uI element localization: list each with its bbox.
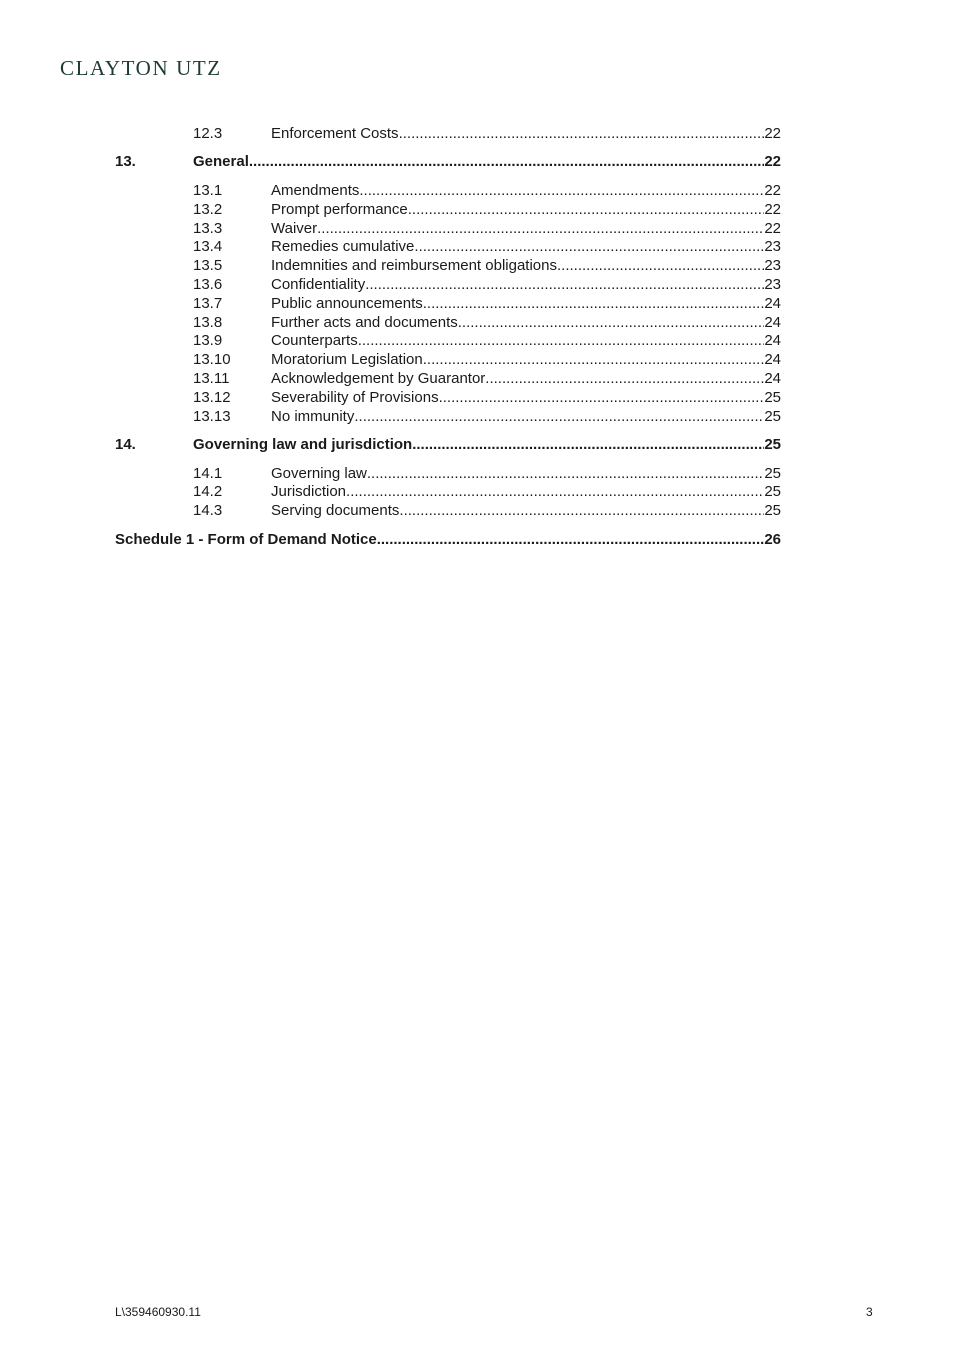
toc-entry-title: Prompt performance <box>271 200 408 218</box>
toc-entry-number: 13.10 <box>193 351 231 369</box>
toc-entry-page: 25 <box>764 464 781 482</box>
toc-entry[interactable] <box>115 370 781 389</box>
toc-entry[interactable] <box>115 483 781 502</box>
toc-entry-title: Indemnities and reimbursement obligations <box>271 257 557 275</box>
dot-leader <box>399 125 765 144</box>
toc-entry-title: Moratorium Legislation <box>271 351 423 369</box>
dot-leader <box>367 465 764 484</box>
toc-entry-number: 13.13 <box>193 407 231 425</box>
dot-leader <box>458 314 765 333</box>
toc-entry[interactable] <box>115 276 781 295</box>
dot-leader <box>423 295 765 314</box>
dot-leader <box>423 351 765 370</box>
toc-entry-page: 24 <box>764 369 781 387</box>
toc-entry-page: 22 <box>764 181 781 199</box>
dot-leader <box>354 408 764 427</box>
toc-entry-title: Public announcements <box>271 294 423 312</box>
toc-entry-number: 14.1 <box>193 464 223 482</box>
toc-entry-page: 25 <box>764 483 781 501</box>
toc-entry[interactable] <box>115 153 781 172</box>
toc-entry-page: 24 <box>764 332 781 350</box>
toc-entry[interactable] <box>115 220 781 239</box>
toc-entry-number: 13.12 <box>193 388 231 406</box>
toc-entry[interactable] <box>115 389 781 408</box>
dot-leader <box>408 201 765 220</box>
toc-entry[interactable] <box>115 201 781 220</box>
toc-entry[interactable] <box>115 332 781 351</box>
toc-entry-title: Further acts and documents <box>271 313 458 331</box>
toc-entry-title: Schedule 1 - Form of Demand Notice <box>115 530 377 548</box>
toc-entry-page: 23 <box>764 275 781 293</box>
toc-entry-number: 13.4 <box>193 238 223 256</box>
toc-entry[interactable] <box>115 436 781 455</box>
toc-entry[interactable] <box>115 314 781 333</box>
toc-entry-page: 22 <box>764 153 781 171</box>
dot-leader <box>439 389 765 408</box>
toc-entry-number: 13.2 <box>193 200 223 218</box>
dot-leader <box>377 531 765 550</box>
toc-entry-number: 13.9 <box>193 332 223 350</box>
table-of-contents <box>115 125 781 559</box>
toc-entry-title: Remedies cumulative <box>271 238 415 256</box>
toc-entry-number: 13.8 <box>193 313 223 331</box>
toc-entry-title: Governing law <box>271 464 367 482</box>
dot-leader <box>414 238 764 257</box>
toc-entry-page: 23 <box>764 257 781 275</box>
toc-entry-number: 13.6 <box>193 275 223 293</box>
toc-entry-title: Severability of Provisions <box>271 388 439 406</box>
toc-entry-page: 23 <box>764 238 781 256</box>
toc-entry-page: 24 <box>764 313 781 331</box>
toc-entry-page: 24 <box>764 351 781 369</box>
toc-entry[interactable] <box>115 465 781 484</box>
dot-leader <box>557 257 764 276</box>
toc-entry-page: 24 <box>764 294 781 312</box>
toc-entry[interactable] <box>115 125 781 144</box>
toc-entry-schedule[interactable] <box>115 531 781 550</box>
toc-entry-number: 14.2 <box>193 483 223 501</box>
toc-entry-title: Waiver <box>271 219 318 237</box>
toc-entry-number: 13.3 <box>193 219 223 237</box>
toc-entry-page: 22 <box>764 200 781 218</box>
toc-entry-page: 25 <box>764 388 781 406</box>
toc-entry-title: Counterparts <box>271 332 358 350</box>
toc-entry-number: 13.11 <box>193 369 230 387</box>
toc-entry[interactable] <box>115 257 781 276</box>
dot-leader <box>365 276 764 295</box>
dot-leader <box>317 220 764 239</box>
dot-leader <box>358 332 765 351</box>
toc-entry-page: 25 <box>764 407 781 425</box>
toc-entry-page: 25 <box>764 436 781 454</box>
toc-entry-title: General <box>193 153 249 171</box>
toc-entry-title: Amendments <box>271 181 360 199</box>
toc-entry[interactable] <box>115 408 781 427</box>
toc-entry-page: 26 <box>764 530 781 548</box>
toc-entry-number: 14.3 <box>193 502 223 520</box>
dot-leader <box>249 153 764 172</box>
toc-entry-title: No immunity <box>271 407 355 425</box>
toc-entry-page: 22 <box>764 125 781 142</box>
toc-entry-number: 14. <box>115 436 136 454</box>
clayton-utz-logo: CLAYTON UTZ <box>60 56 222 80</box>
page-number: 3 <box>866 1305 873 1319</box>
toc-entry-title: Governing law and jurisdiction <box>193 436 413 454</box>
toc-entry[interactable] <box>115 351 781 370</box>
toc-entry[interactable] <box>115 502 781 521</box>
dot-leader <box>485 370 764 389</box>
toc-entry-number: 13.1 <box>193 181 223 199</box>
toc-entry[interactable] <box>115 295 781 314</box>
toc-entry-number: 13. <box>115 153 136 171</box>
dot-leader <box>399 502 764 521</box>
dot-leader <box>346 483 764 502</box>
toc-entry[interactable] <box>115 238 781 257</box>
toc-entry-page: 22 <box>764 219 781 237</box>
toc-entry-title: Confidentiality <box>271 275 366 293</box>
toc-entry-title: Jurisdiction <box>271 483 347 501</box>
toc-entry[interactable] <box>115 182 781 201</box>
document-reference: L\359460930.11 <box>115 1305 201 1319</box>
toc-entry-title: Acknowledgement by Guarantor <box>271 369 486 387</box>
toc-entry-number: 12.3 <box>193 125 223 142</box>
dot-leader <box>412 436 764 455</box>
dot-leader <box>359 182 764 201</box>
toc-entry-number: 13.7 <box>193 294 223 312</box>
toc-entry-title: Serving documents <box>271 502 400 520</box>
toc-entry-page: 25 <box>764 502 781 520</box>
toc-entry-number: 13.5 <box>193 257 223 275</box>
toc-entry-title: Enforcement Costs <box>271 125 399 142</box>
